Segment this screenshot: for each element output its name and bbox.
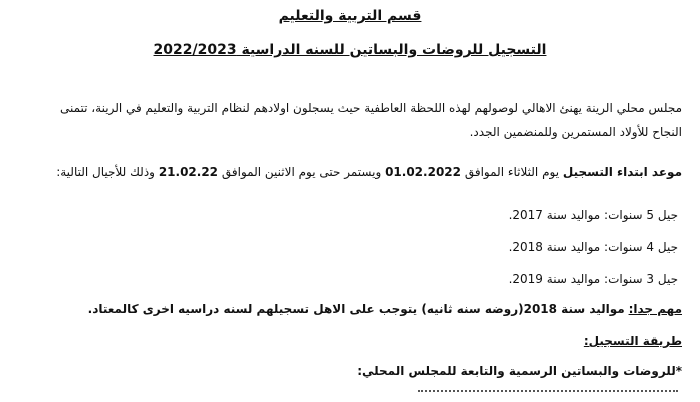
registration-dates-paragraph <box>30 160 682 184</box>
dates-text-1: يوم الثلاثاء الموافق <box>464 165 560 179</box>
department-title: قسم التربية والتعليم <box>278 8 422 24</box>
important-note <box>88 302 682 316</box>
intro-paragraph: مجلس محلي الرينة يهنئ الاهالي لوصولهم لهذه اللحظة العاطفية حيث يسجلون اولادهم لنظام التربية والتعليم في الرينة، تتمنى النجاح للأولاد المستمرين وللمنضمين الجدد. <box>59 101 682 139</box>
generation-item: جيل 4 سنوات: مواليد سنة 2018. <box>508 240 678 254</box>
registration-method-title: طريقة التسجيل: <box>583 334 682 348</box>
registration-title: التسجيل للروضات والبساتين للسنه الدراسية 2022/2023 <box>153 42 547 58</box>
cut-off-text-line <box>418 390 678 402</box>
dates-text-2: ويستمر حتى يوم الاثنين الموافق <box>221 165 382 179</box>
dates-start: 01.02.2022 <box>385 165 461 179</box>
dates-text-3: وذلك للأجيال التالية: <box>56 165 155 179</box>
dates-label: موعد ابتداء التسجيل <box>562 165 682 179</box>
generation-item: جيل 3 سنوات: مواليد سنة 2019. <box>508 272 678 286</box>
important-label: مهم جدا: <box>628 302 682 316</box>
important-text: مواليد سنة 2018(روضه سنه ثانيه) يتوجب على الاهل تسجيلهم لسنه دراسيه اخرى كالمعتاد. <box>87 302 625 316</box>
dates-end: 21.02.22 <box>158 165 219 179</box>
generation-item: جيل 5 سنوات: مواليد سنة 2017. <box>508 208 678 222</box>
kindergartens-line: *للروضات والبساتين الرسمية والتابعة للمجلس المحلي: <box>357 364 682 378</box>
